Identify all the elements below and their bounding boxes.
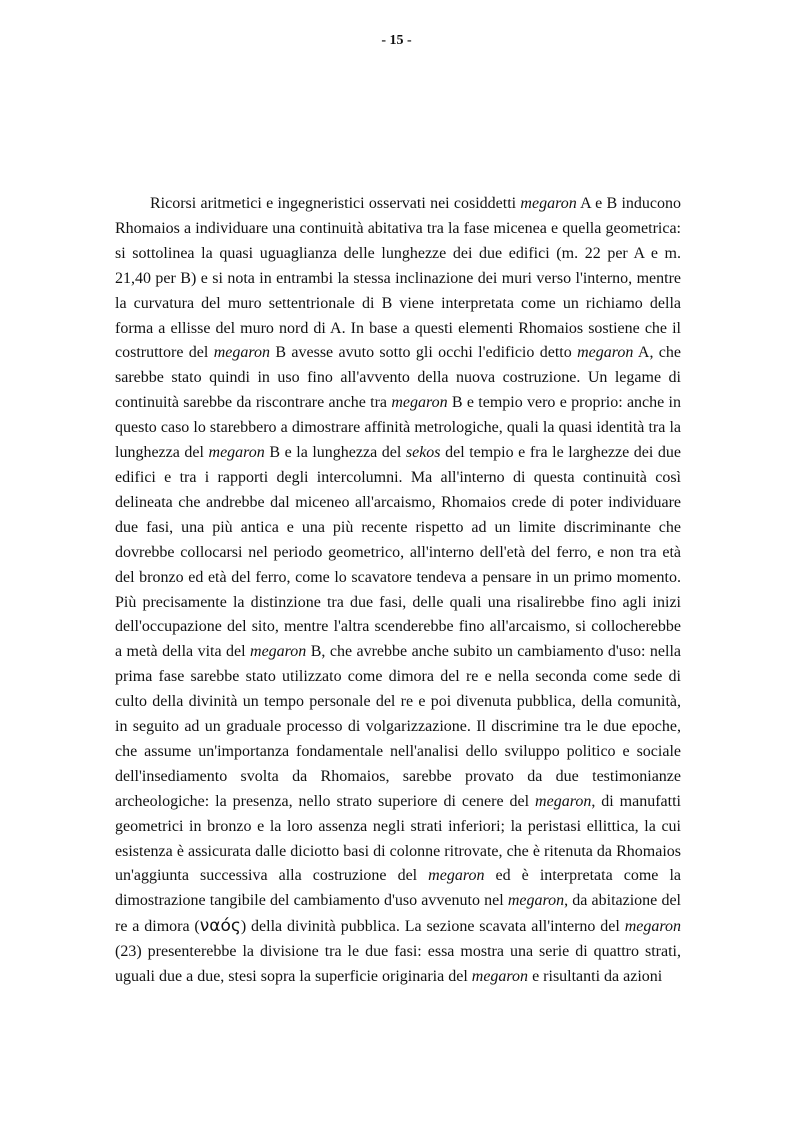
page-number: - 15 - xyxy=(381,33,412,48)
italic-term: megaron xyxy=(208,444,265,462)
italic-term: megaron xyxy=(577,344,634,362)
text-run: A, che sarebbe stato quindi in uso fino all'avvento della nuova costruzione. Un legame di continuità sarebbe da riscontrare anche tra xyxy=(115,344,682,412)
text-run: (23) presenterebbe la divisione tra le due fasi: essa mostra una serie di quattro strati, uguali due a due, stesi sopra la superficie originaria del xyxy=(115,943,681,986)
italic-term: sekos xyxy=(405,444,441,462)
italic-term: megaron xyxy=(471,968,529,986)
body-paragraph xyxy=(115,192,681,990)
italic-term: megaron xyxy=(250,643,307,661)
text-run: B, che avrebbe anche subito un cambiamento d'uso: nella prima fase sarebbe stato utilizzato come dimora del re e nella seconda come sede di culto della divinità un tempo personale del re e poi divenuta pubblica, della comunità, in seguito ad un graduale processo di volgarizzazione. Il discrimine tra le due epoche, che assume un'importanza fondamentale nell'analisi dello sviluppo politico e sociale dell'insediamento svolta da Rhomaios, sarebbe provato da due testimonianze archeologiche: la presenza, nello strato superiore di cenere del xyxy=(115,643,682,810)
italic-term: megaron xyxy=(391,394,448,412)
text-run: B avesse avuto sotto gli occhi l'edificio detto xyxy=(270,344,578,362)
italic-term: megaron xyxy=(428,867,485,885)
text-run: B e tempio vero e proprio: anche in questo caso lo starebbero a dimostrare affinità metrologiche, quali la quasi identità tra la lunghezza del xyxy=(115,394,682,462)
text-run: ed è interpretata come la dimostrazione tangibile del cambiamento d'uso avvenuto nel xyxy=(115,867,681,910)
italic-term: megaron xyxy=(535,792,592,810)
greek-term: ναός xyxy=(199,916,241,937)
text-run: , da abitazione del re a dimora ( xyxy=(115,892,681,936)
italic-term: megaron xyxy=(507,892,565,910)
text-run: e risultanti da azioni xyxy=(528,968,663,986)
text-run: , di manufatti geometrici in bronzo e la loro assenza negli strati inferiori; la peristasi ellittica, la cui esistenza è assicurata dalle diciotto basi di colonne ritrovate, che è ritenuta da Rhomaios un'aggiunta successiva alla costruzione del xyxy=(115,792,681,885)
italic-term: megaron xyxy=(520,195,577,212)
italic-term: megaron xyxy=(213,344,270,362)
text-run: B e la lunghezza del xyxy=(264,444,406,462)
text-run: del tempio e fra le larghezze dei due edifici e tra i rapporti degli intercolumni. Ma all'interno di questa continuità così delineata che andrebbe dal miceneo all'arcaismo, Rhomaios crede di poter individuare due fasi, una più antica e una più recente rispetto ad un limite discriminante che dovrebbe collocarsi nel periodo geometrico, all'interno dell'età del ferro, e non tra età del bronzo ed età del ferro, come lo scavatore tendeva a pensare in un primo momento. Più precisamente la distinzione tra due fasi, delle quali una risalirebbe fino agli inizi dell'occupazione del sito, mentre l'altra scenderebbe fino all'arcaismo, si collocherebbe a metà della vita del xyxy=(115,444,682,661)
text-run: Ricorsi aritmetici e ingegneristici osservati nei cosiddetti xyxy=(150,195,521,212)
text-run: ) della divinità pubblica. La sezione scavata all'interno del xyxy=(240,918,625,936)
text-run: A e B inducono Rhomaios a individuare una continuità abitativa tra la fase micenea e quella geometrica: si sottolinea la quasi uguaglianza delle lunghezze dei due edifici (m. 22 per A e m. 21,40 per B) e si nota in entrambi la stessa inclinazione dei muri verso l'interno, mentre la curvatura del muro settentrionale di B viene interpretata come un richiamo della forma a ellisse del muro nord di A. In base a questi elementi Rhomaios sostiene che il costruttore del xyxy=(115,195,682,362)
italic-term: megaron xyxy=(624,918,681,936)
